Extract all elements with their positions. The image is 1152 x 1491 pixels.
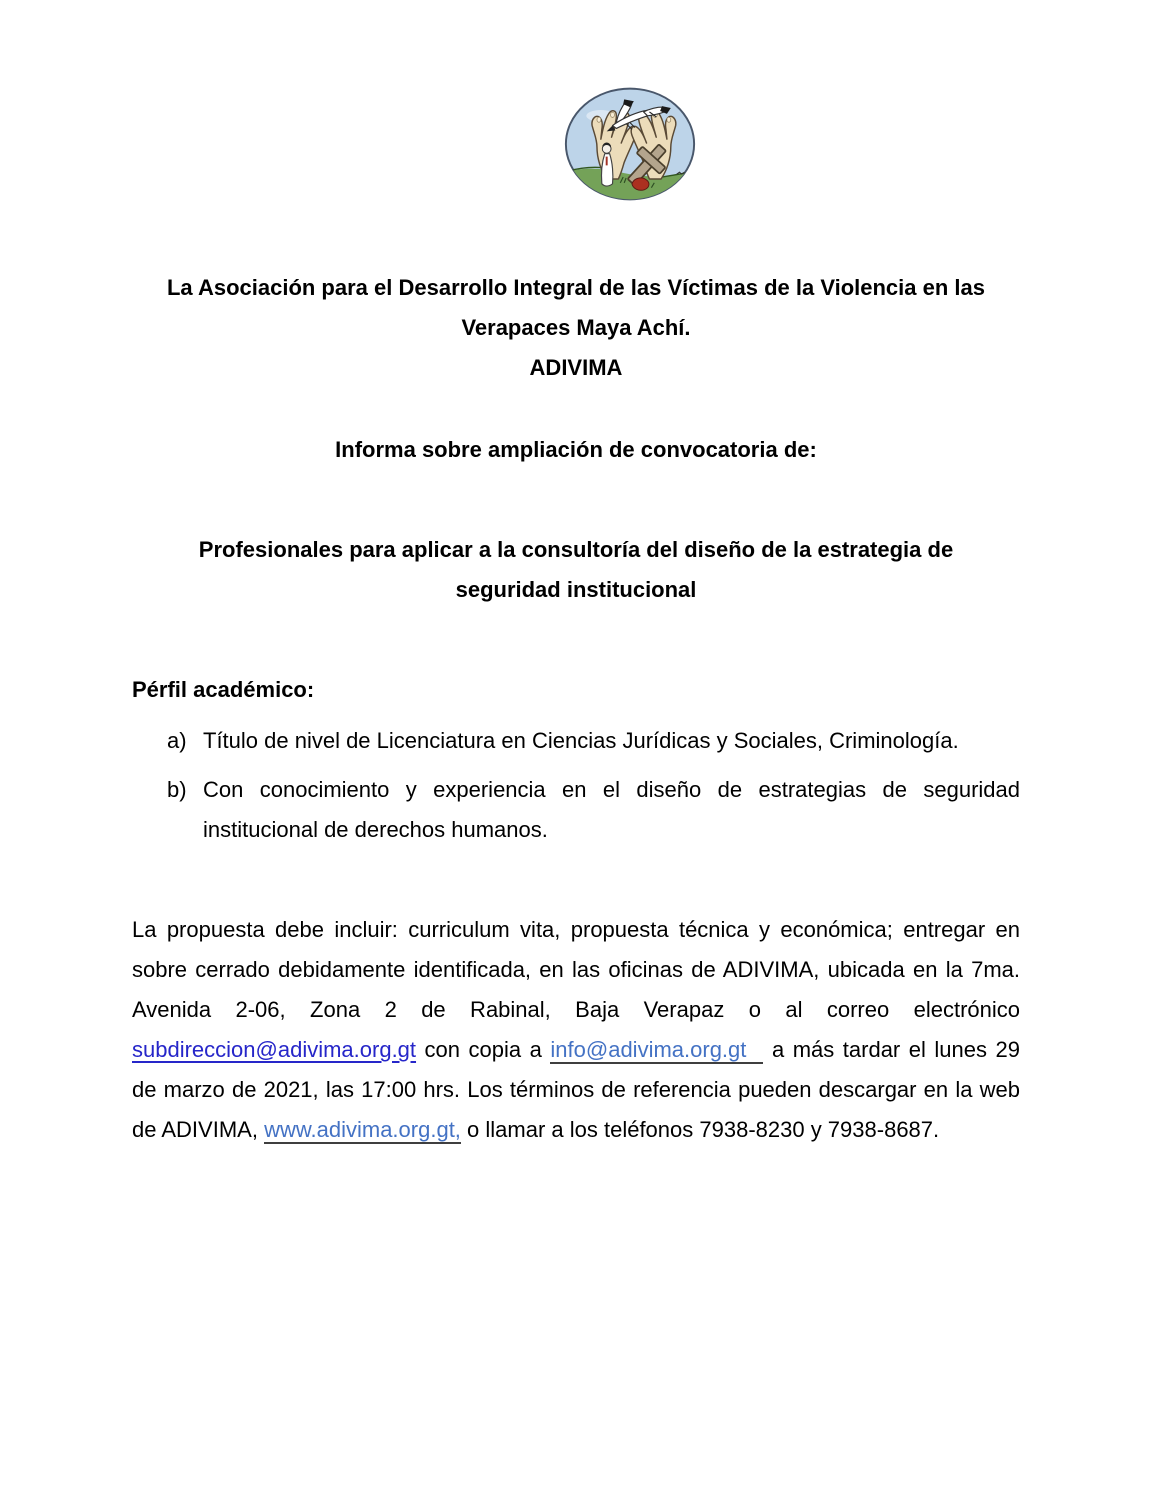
text-span: La propuesta debe incluir: curriculum vita, propuesta técnica y económica; entregar en bbox=[132, 917, 1020, 942]
text-span bbox=[746, 1037, 763, 1064]
text-line bbox=[132, 1110, 1020, 1150]
text-line bbox=[203, 770, 1020, 810]
fingernail bbox=[667, 117, 671, 122]
website-link[interactable]: www.adivima.org.gt, bbox=[264, 1117, 461, 1142]
list-marker-a: a) bbox=[167, 728, 187, 753]
text-span: de marzo de 2021, las 17:00 hrs. Los términos de referencia pueden descargar en la web bbox=[132, 1077, 1020, 1102]
text-line bbox=[203, 810, 1020, 850]
list-item-b bbox=[132, 770, 1020, 850]
text-line bbox=[132, 950, 1020, 990]
announcement-intro: Informa sobre ampliación de convocatoria de: bbox=[335, 437, 817, 462]
text-span: institucional de derechos humanos. bbox=[203, 817, 548, 842]
org-name-line2: Verapaces Maya Achí. bbox=[461, 315, 691, 340]
logo-row bbox=[132, 84, 1020, 204]
list-item-a bbox=[132, 721, 1020, 761]
academic-profile-list bbox=[132, 721, 1020, 850]
position-title bbox=[132, 530, 1020, 610]
text-span: sobre cerrado debidamente identificada, en las oficinas de ADIVIMA, ubicada en la 7ma. bbox=[132, 957, 1020, 982]
position-title-line1: Profesionales para aplicar a la consultoría del diseño de la estrategia de bbox=[198, 537, 954, 562]
text-line bbox=[132, 910, 1020, 950]
text-span: Con conocimiento y experiencia en el diseño de estrategias de seguridad bbox=[203, 777, 1020, 802]
text-span: o llamar a los teléfonos 7938-8230 y 7938-8687. bbox=[460, 1117, 940, 1142]
org-title bbox=[132, 268, 1020, 388]
position-title-line2: seguridad institucional bbox=[455, 577, 697, 602]
text-line bbox=[132, 990, 1020, 1030]
red-figure-icon bbox=[632, 178, 649, 190]
list-item-b-text bbox=[203, 770, 1020, 850]
text-span: Título de nivel de Licenciatura en Ciencias Jurídicas y Sociales, Criminología. bbox=[203, 728, 959, 753]
text-span: Avenida 2-06, Zona 2 de Rabinal, Baja Verapaz o al correo electrónico bbox=[132, 997, 1020, 1022]
fingernail bbox=[597, 117, 601, 122]
text-span: con copia a bbox=[416, 1037, 551, 1062]
text-line bbox=[132, 1030, 1020, 1070]
org-acronym: ADIVIMA bbox=[529, 355, 623, 380]
academic-profile-heading: Pérfil académico: bbox=[132, 677, 315, 702]
text-span: de ADIVIMA, bbox=[132, 1117, 265, 1142]
org-name-line1: La Asociación para el Desarrollo Integral de las Víctimas de la Violencia en las bbox=[166, 275, 985, 300]
subdireccion-email-link[interactable]: subdireccion@adivima.org.gt bbox=[132, 1037, 417, 1062]
adivima-logo bbox=[562, 84, 698, 204]
text-span: a más tardar el lunes 29 bbox=[763, 1037, 1020, 1062]
text-line bbox=[203, 721, 1020, 761]
robed-figure-icon bbox=[601, 143, 612, 186]
list-item-a-text bbox=[203, 721, 1020, 761]
info-email-link[interactable]: info@adivima.org.gt bbox=[550, 1037, 747, 1062]
text-line bbox=[132, 1070, 1020, 1110]
list-marker-b: b) bbox=[167, 777, 187, 802]
fingernail bbox=[611, 112, 615, 117]
submission-paragraph bbox=[132, 910, 1020, 1150]
